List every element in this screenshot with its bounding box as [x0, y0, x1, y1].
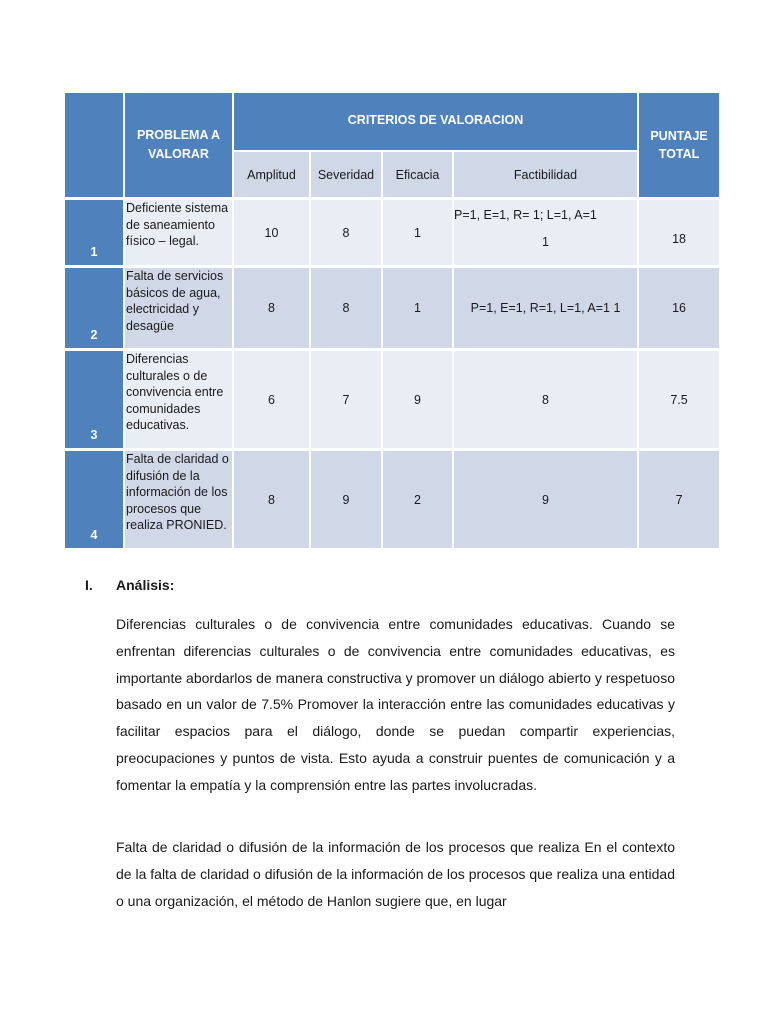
valuation-table [63, 93, 721, 548]
row-factibilidad-line1: P=1, E=1, R= 1; L=1, A=1 [454, 208, 597, 222]
row-eficacia: 2 [383, 448, 452, 548]
row-amplitud: 8 [234, 448, 309, 548]
row-number: 2 [65, 265, 123, 348]
row-severidad: 8 [311, 197, 381, 265]
row-problem: Falta de claridad o difusión de la información de los procesos que realiza PRONIED. [125, 448, 232, 548]
header-problem: PROBLEMA A VALORAR [125, 93, 232, 197]
header-amplitud: Amplitud [234, 150, 309, 197]
row-total: 18 [639, 197, 719, 265]
header-number-cell [65, 93, 123, 197]
row-amplitud: 8 [234, 265, 309, 348]
row-factibilidad [454, 197, 637, 265]
row-problem: Diferencias culturales o de convivencia entre comunidades educativas. [125, 348, 232, 448]
analysis-paragraph-2: Falta de claridad o difusión de la información de los procesos que realiza En el contexto de la falta de claridad o difusión de la información de los procesos que realiza una entidad o una organización, el método de Hanlon sugiere que, en lugar [116, 839, 675, 909]
row-number: 3 [65, 348, 123, 448]
row-eficacia: 9 [383, 348, 452, 448]
header-criteria: CRITERIOS DE VALORACION [234, 93, 637, 150]
row-severidad: 9 [311, 448, 381, 548]
table-row [65, 348, 719, 448]
row-amplitud: 10 [234, 197, 309, 265]
header-factibilidad: Factibilidad [454, 150, 637, 197]
row-amplitud: 6 [234, 348, 309, 448]
row-total: 7 [639, 448, 719, 548]
analysis-heading [85, 577, 174, 593]
row-number: 1 [65, 197, 123, 265]
section-number: I. [85, 577, 93, 593]
row-factibilidad: 8 [454, 348, 637, 448]
row-problem: Falta de servicios básicos de agua, electricidad y desagüe [125, 265, 232, 348]
row-eficacia: 1 [383, 265, 452, 348]
header-eficacia: Eficacia [383, 150, 452, 197]
table-row [65, 197, 719, 265]
analysis-paragraph-1: Diferencias culturales o de convivencia entre comunidades educativas. Cuando se enfrentan diferencias culturales o de convivencia entre comunidades educativas, es importante abordarlos de manera constructiva y promover un diálogo abierto y respetuoso basado en un valor de 7.5% Promover la interacción entre las comunidades educativas y facilitar espacios para el diálogo, donde se puedan compartir experiencias, preocupaciones y puntos de vista. Esto ayuda a construir puentes de comunicación y a fomentar la empatía y la comprensión entre las partes involucradas. [116, 616, 675, 793]
header-total: PUNTAJE TOTAL [639, 93, 719, 197]
row-factibilidad-line2: 1 [542, 235, 549, 249]
row-total: 7.5 [639, 348, 719, 448]
row-severidad: 7 [311, 348, 381, 448]
row-eficacia: 1 [383, 197, 452, 265]
row-factibilidad: P=1, E=1, R=1, L=1, A=1 1 [454, 265, 637, 348]
row-number: 4 [65, 448, 123, 548]
row-factibilidad: 9 [454, 448, 637, 548]
table-row [65, 448, 719, 548]
row-problem: Deficiente sistema de saneamiento físico – legal. [125, 197, 232, 265]
row-severidad: 8 [311, 265, 381, 348]
table-row [65, 265, 719, 348]
header-severidad: Severidad [311, 150, 381, 197]
row-total: 16 [639, 265, 719, 348]
section-title: Análisis: [116, 577, 175, 593]
